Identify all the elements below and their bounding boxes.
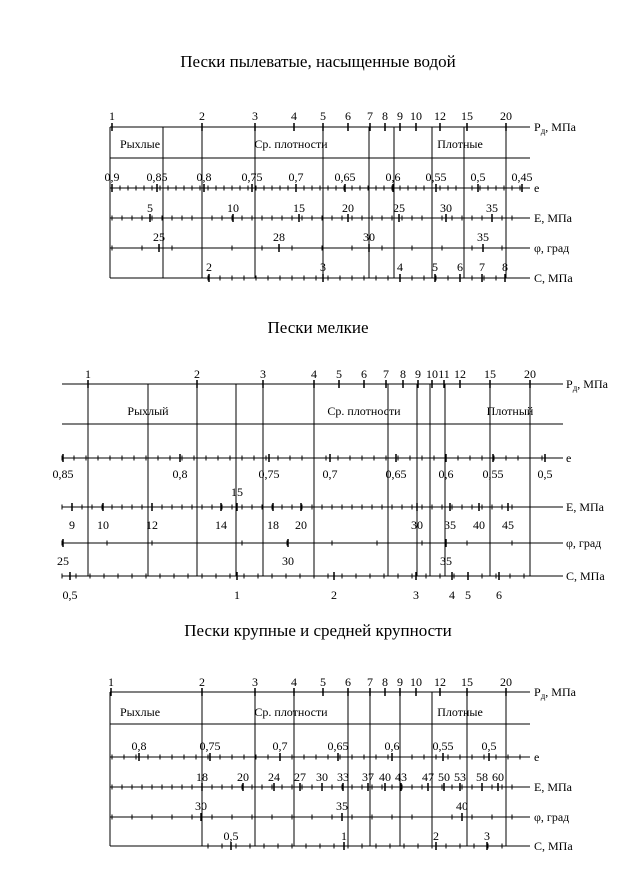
e-tick-label: 0,85 xyxy=(52,467,74,481)
E-tick-label: 50 xyxy=(438,770,450,784)
pd-tick-label: 7 xyxy=(383,367,389,381)
C-tick-label: 3 xyxy=(484,829,490,843)
nomogram-title: Пески пылеватые, насыщенные водой xyxy=(180,52,456,71)
C-tick-label: 0,5 xyxy=(62,588,78,602)
e-tick-label: 0,5 xyxy=(470,170,486,184)
e-tick-label: 0,75 xyxy=(241,170,263,184)
density-loose-label: Рыхлые xyxy=(119,137,161,151)
pd-tick-label: 12 xyxy=(434,675,446,689)
C-tick-label: 2 xyxy=(331,588,337,602)
phi-tick-label: 30 xyxy=(282,554,294,568)
C-tick-label: 5 xyxy=(465,588,471,602)
E-tick-label: 40 xyxy=(473,518,485,532)
phi-tick-label: 35 xyxy=(336,799,348,813)
e-tick-label: 0,9 xyxy=(104,170,120,184)
phi-tick-label: 35 xyxy=(477,230,489,244)
phi-tick-label: 25 xyxy=(57,554,69,568)
E-tick-label: 43 xyxy=(395,770,407,784)
pd-tick-label: 2 xyxy=(199,675,205,689)
E-axis-label: Е, МПа xyxy=(534,211,572,225)
E-tick-label: 30 xyxy=(440,201,452,215)
E-tick-label: 40 xyxy=(379,770,391,784)
C-tick-label: 1 xyxy=(234,588,240,602)
pd-tick-label: 6 xyxy=(345,675,351,689)
C-tick-label: 5 xyxy=(432,260,438,274)
pd-tick-label: 6 xyxy=(361,367,367,381)
e-tick-label: 0,65 xyxy=(334,170,356,184)
E-tick-label: 5 xyxy=(147,201,153,215)
C-axis-label: С, МПа xyxy=(566,569,605,583)
nomogram-title: Пески крупные и средней крупности xyxy=(184,621,452,640)
pd-tick-label: 2 xyxy=(199,109,205,123)
pd-tick-label: 3 xyxy=(252,675,258,689)
C-tick-label: 2 xyxy=(206,260,212,274)
E-axis-label: Е, МПа xyxy=(534,780,572,794)
e-tick-label: 0,55 xyxy=(425,170,447,184)
e-tick-label: 0,6 xyxy=(384,739,400,753)
e-tick-label: 0,8 xyxy=(196,170,212,184)
pd-tick-label: 12 xyxy=(454,367,466,381)
phi-tick-label: 40 xyxy=(456,799,468,813)
pd-tick-label: 9 xyxy=(397,675,403,689)
density-dense-label: Плотный xyxy=(486,404,534,418)
C-tick-label: 7 xyxy=(479,260,485,274)
C-tick-label: 0,5 xyxy=(223,829,239,843)
C-tick-label: 1 xyxy=(341,829,347,843)
pd-tick-label: 9 xyxy=(397,109,403,123)
C-tick-label: 4 xyxy=(449,588,455,602)
E-tick-label: 30 xyxy=(411,518,423,532)
C-tick-label: 8 xyxy=(502,260,508,274)
phi-tick-label: 25 xyxy=(153,230,165,244)
E-tick-label: 35 xyxy=(486,201,498,215)
density-medium-label: Ср. плотности xyxy=(327,404,401,418)
pd-tick-label: 10 xyxy=(410,109,422,123)
phi-axis-label: φ, град xyxy=(566,536,602,550)
E-tick-label: 33 xyxy=(337,770,349,784)
e-tick-label: 0,6 xyxy=(438,467,454,481)
e-tick-label: 0,6 xyxy=(385,170,401,184)
pd-tick-label: 11 xyxy=(438,367,450,381)
E-tick-label: 20 xyxy=(342,201,354,215)
E-tick-label: 18 xyxy=(196,770,208,784)
density-medium-label: Ср. плотности xyxy=(254,705,328,719)
E-tick-label: 15 xyxy=(293,201,305,215)
pd-tick-label: 15 xyxy=(461,675,473,689)
density-dense-label: Плотные xyxy=(437,137,483,151)
E-tick-label: 9 xyxy=(69,518,75,532)
e-tick-label: 0,65 xyxy=(327,739,349,753)
pd-tick-label: 7 xyxy=(367,675,373,689)
pd-tick-label: 10 xyxy=(426,367,438,381)
pd-tick-label: 4 xyxy=(311,367,317,381)
pd-tick-label: 7 xyxy=(367,109,373,123)
pd-axis-label: $P_д$, МПа xyxy=(534,685,576,701)
pd-tick-label: 3 xyxy=(260,367,266,381)
phi-tick-label: 28 xyxy=(273,230,285,244)
pd-tick-label: 4 xyxy=(291,109,297,123)
E-tick-label: 10 xyxy=(227,201,239,215)
e-tick-label: 0,55 xyxy=(432,739,454,753)
E-tick-label: 18 xyxy=(267,518,279,532)
e-tick-label: 0,65 xyxy=(385,467,407,481)
e-tick-label: 0,75 xyxy=(199,739,221,753)
pd-tick-label: 8 xyxy=(382,109,388,123)
pd-axis-label: $P_д$, МПа xyxy=(534,120,576,136)
e-tick-label: 0,5 xyxy=(537,467,553,481)
E-tick-label: 14 xyxy=(215,518,227,532)
phi-tick-label: 35 xyxy=(440,554,452,568)
pd-tick-label: 5 xyxy=(320,675,326,689)
C-tick-label: 3 xyxy=(413,588,419,602)
density-loose-label: Рыхлый xyxy=(127,404,169,418)
E-tick-label: 45 xyxy=(502,518,514,532)
e-tick-label: 0,7 xyxy=(272,739,288,753)
E-tick-label: 37 xyxy=(362,770,374,784)
e-tick-label: 0,75 xyxy=(258,467,280,481)
C-tick-label: 3 xyxy=(320,260,326,274)
C-tick-label: 2 xyxy=(433,829,439,843)
phi-tick-label: 30 xyxy=(195,799,207,813)
e-axis-label: e xyxy=(534,750,540,764)
pd-tick-label: 5 xyxy=(320,109,326,123)
e-tick-label: 0,5 xyxy=(481,739,497,753)
E-tick-label: 60 xyxy=(492,770,504,784)
e-axis-label: e xyxy=(534,181,540,195)
E-tick-label: 25 xyxy=(393,201,405,215)
E-tick-label: 20 xyxy=(295,518,307,532)
pd-tick-label: 20 xyxy=(500,109,512,123)
C-axis-label: С, МПа xyxy=(534,271,573,285)
E-tick-label: 20 xyxy=(237,770,249,784)
nomogram-pyl xyxy=(105,52,577,285)
e-tick-label: 0,8 xyxy=(131,739,147,753)
pd-tick-label: 12 xyxy=(434,109,446,123)
pd-axis-label: $P_д$, МПа xyxy=(566,377,608,393)
E-tick-label: 35 xyxy=(444,518,456,532)
E-axis-label: Е, МПа xyxy=(566,500,604,514)
pd-tick-label: 1 xyxy=(109,109,115,123)
C-axis-label: С, МПа xyxy=(534,839,573,853)
E-tick-label: 58 xyxy=(476,770,488,784)
pd-tick-label: 9 xyxy=(415,367,421,381)
pd-tick-label: 2 xyxy=(194,367,200,381)
pd-tick-label: 4 xyxy=(291,675,297,689)
E-tick-label: 30 xyxy=(316,770,328,784)
density-medium-label: Ср. плотности xyxy=(254,137,328,151)
density-dense-label: Плотные xyxy=(437,705,483,719)
E-tick-label: 47 xyxy=(422,770,434,784)
pd-tick-label: 1 xyxy=(85,367,91,381)
e-tick-label: 0,8 xyxy=(172,467,188,481)
pd-tick-label: 15 xyxy=(484,367,496,381)
pd-tick-label: 20 xyxy=(524,367,536,381)
e-tick-label: 0,85 xyxy=(146,170,168,184)
nomogram-mel xyxy=(53,318,609,602)
E-tick-label: 15 xyxy=(231,485,243,499)
E-tick-label: 24 xyxy=(268,770,280,784)
C-tick-label: 6 xyxy=(496,588,502,602)
pd-tick-label: 8 xyxy=(382,675,388,689)
phi-tick-label: 30 xyxy=(363,230,375,244)
E-tick-label: 10 xyxy=(97,518,109,532)
nomogram-title: Пески мелкие xyxy=(267,318,369,337)
pd-tick-label: 15 xyxy=(461,109,473,123)
pd-tick-label: 8 xyxy=(400,367,406,381)
E-tick-label: 53 xyxy=(454,770,466,784)
C-tick-label: 4 xyxy=(397,260,403,274)
pd-tick-label: 6 xyxy=(345,109,351,123)
E-tick-label: 12 xyxy=(146,518,158,532)
e-tick-label: 0,7 xyxy=(288,170,304,184)
phi-axis-label: φ, град xyxy=(534,241,570,255)
E-tick-label: 27 xyxy=(294,770,306,784)
pd-tick-label: 3 xyxy=(252,109,258,123)
pd-tick-label: 20 xyxy=(500,675,512,689)
phi-axis-label: φ, град xyxy=(534,810,570,824)
e-tick-label: 0,7 xyxy=(322,467,338,481)
e-tick-label: 0,55 xyxy=(482,467,504,481)
density-loose-label: Рыхлые xyxy=(119,705,161,719)
pd-tick-label: 10 xyxy=(410,675,422,689)
pd-tick-label: 5 xyxy=(336,367,342,381)
nomogram-krup xyxy=(108,621,577,853)
pd-tick-label: 1 xyxy=(108,675,114,689)
e-tick-label: 0,45 xyxy=(511,170,533,184)
e-axis-label: e xyxy=(566,451,572,465)
C-tick-label: 6 xyxy=(457,260,463,274)
